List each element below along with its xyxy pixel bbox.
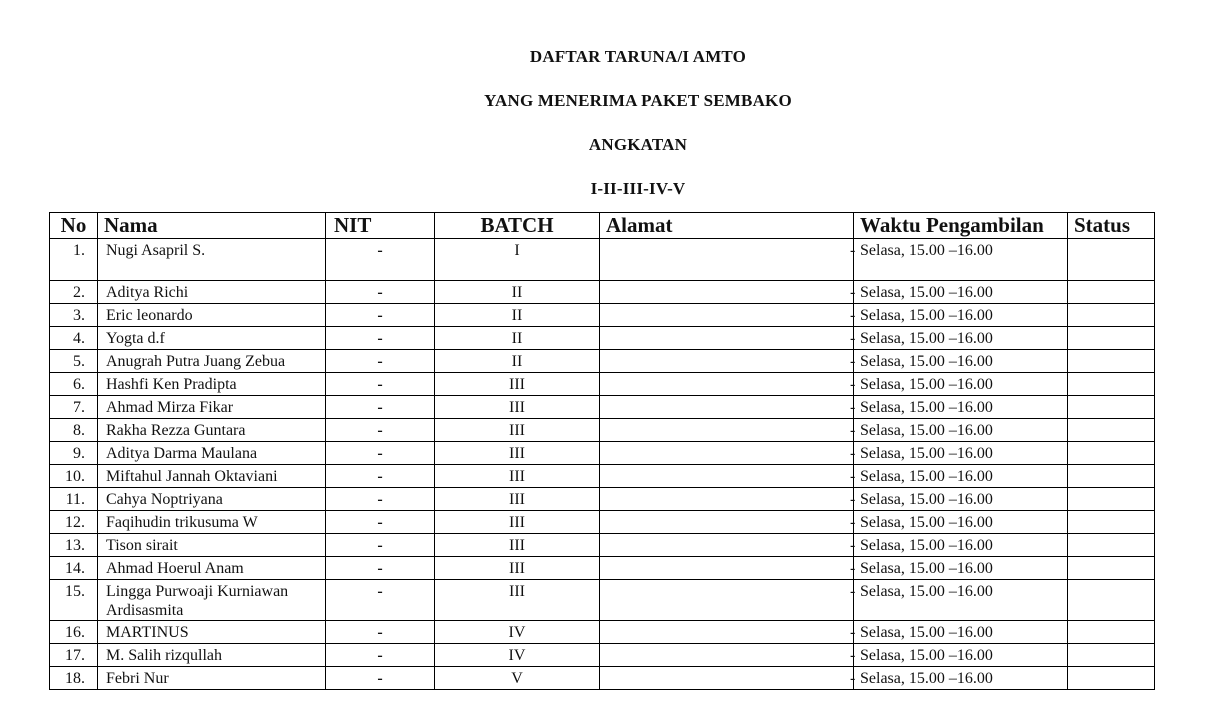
cell-alamat: - (600, 281, 854, 304)
cell-batch: IV (435, 644, 600, 667)
cell-no: 1. (50, 239, 98, 281)
column-header-waktu: Waktu Pengambilan (854, 213, 1068, 239)
cell-batch: III (435, 373, 600, 396)
table-body (50, 239, 1155, 690)
cell-no: 16. (50, 621, 98, 644)
cell-status (1068, 644, 1155, 667)
cell-no: 4. (50, 327, 98, 350)
table-row (50, 373, 1155, 396)
cell-waktu: Selasa, 15.00 –16.00 (854, 580, 1068, 621)
cell-batch: III (435, 419, 600, 442)
column-header-nama: Nama (98, 213, 326, 239)
cell-waktu: Selasa, 15.00 –16.00 (854, 239, 1068, 281)
table-row (50, 488, 1155, 511)
cell-nama: Yogta d.f (98, 327, 326, 350)
cell-no: 6. (50, 373, 98, 396)
cell-waktu: Selasa, 15.00 –16.00 (854, 465, 1068, 488)
table-row (50, 644, 1155, 667)
cell-alamat: - (600, 419, 854, 442)
cell-status (1068, 350, 1155, 373)
table-row (50, 281, 1155, 304)
cell-alamat: - (600, 644, 854, 667)
cell-no: 9. (50, 442, 98, 465)
cell-alamat: - (600, 396, 854, 419)
cell-waktu: Selasa, 15.00 –16.00 (854, 304, 1068, 327)
cell-batch: II (435, 304, 600, 327)
cell-nit: - (326, 557, 435, 580)
cell-nama: Hashfi Ken Pradipta (98, 373, 326, 396)
cell-waktu: Selasa, 15.00 –16.00 (854, 534, 1068, 557)
cell-alamat: - (600, 327, 854, 350)
cell-status (1068, 465, 1155, 488)
cell-batch: III (435, 580, 600, 621)
cell-status (1068, 281, 1155, 304)
cell-alamat: - (600, 442, 854, 465)
cell-nit: - (326, 373, 435, 396)
cell-no: 8. (50, 419, 98, 442)
cell-batch: II (435, 281, 600, 304)
cell-status (1068, 304, 1155, 327)
cell-waktu: Selasa, 15.00 –16.00 (854, 488, 1068, 511)
cell-nit: - (326, 419, 435, 442)
cell-waktu: Selasa, 15.00 –16.00 (854, 419, 1068, 442)
cell-waktu: Selasa, 15.00 –16.00 (854, 396, 1068, 419)
cell-no: 2. (50, 281, 98, 304)
cell-no: 18. (50, 667, 98, 690)
table-row (50, 557, 1155, 580)
cell-batch: III (435, 396, 600, 419)
cell-alamat: - (600, 488, 854, 511)
cell-waktu: Selasa, 15.00 –16.00 (854, 644, 1068, 667)
cell-alamat: - (600, 239, 854, 281)
cell-nit: - (326, 644, 435, 667)
cell-waktu: Selasa, 15.00 –16.00 (854, 327, 1068, 350)
cell-nit: - (326, 442, 435, 465)
cell-batch: III (435, 511, 600, 534)
cell-no: 13. (50, 534, 98, 557)
cell-status (1068, 373, 1155, 396)
cell-batch: III (435, 465, 600, 488)
cell-nit: - (326, 580, 435, 621)
cell-nit: - (326, 534, 435, 557)
cell-nama: Faqihudin trikusuma W (98, 511, 326, 534)
cell-waktu: Selasa, 15.00 –16.00 (854, 373, 1068, 396)
cell-nama: Febri Nur (98, 667, 326, 690)
table-row (50, 465, 1155, 488)
cell-batch: III (435, 442, 600, 465)
cell-nama: Miftahul Jannah Oktaviani (98, 465, 326, 488)
cell-batch: III (435, 557, 600, 580)
cell-nama: Eric leonardo (98, 304, 326, 327)
cell-alamat: - (600, 580, 854, 621)
cell-nama: Aditya Darma Maulana (98, 442, 326, 465)
column-header-no: No (50, 213, 98, 239)
cell-nama: Anugrah Putra Juang Zebua (98, 350, 326, 373)
cell-waktu: Selasa, 15.00 –16.00 (854, 667, 1068, 690)
table-row (50, 327, 1155, 350)
cell-nit: - (326, 304, 435, 327)
title-line-3: ANGKATAN (588, 135, 688, 154)
cell-no: 15. (50, 580, 98, 621)
column-header-nit: NIT (326, 213, 435, 239)
table-row (50, 667, 1155, 690)
cell-nit: - (326, 488, 435, 511)
cell-nit: - (326, 239, 435, 281)
cell-nit: - (326, 511, 435, 534)
cell-no: 14. (50, 557, 98, 580)
cell-status (1068, 488, 1155, 511)
cell-status (1068, 667, 1155, 690)
cell-alamat: - (600, 621, 854, 644)
cell-batch: I (435, 239, 600, 281)
cell-waktu: Selasa, 15.00 –16.00 (854, 511, 1068, 534)
table-row (50, 511, 1155, 534)
cell-no: 7. (50, 396, 98, 419)
cell-no: 3. (50, 304, 98, 327)
cell-alamat: - (600, 511, 854, 534)
cell-status (1068, 419, 1155, 442)
cell-nit: - (326, 667, 435, 690)
cell-alamat: - (600, 350, 854, 373)
cell-no: 5. (50, 350, 98, 373)
cell-nit: - (326, 281, 435, 304)
cell-nama: Nugi Asapril S. (98, 239, 326, 281)
cell-alamat: - (600, 557, 854, 580)
cell-batch: II (435, 327, 600, 350)
recipient-table (49, 212, 1155, 690)
cell-nit: - (326, 396, 435, 419)
cell-status (1068, 511, 1155, 534)
title-line-4: I-II-III-IV-V (590, 179, 686, 198)
table-row (50, 580, 1155, 621)
cell-no: 12. (50, 511, 98, 534)
table-row (50, 239, 1155, 281)
cell-waktu: Selasa, 15.00 –16.00 (854, 281, 1068, 304)
table-row (50, 534, 1155, 557)
column-header-alamat: Alamat (600, 213, 854, 239)
cell-alamat: - (600, 373, 854, 396)
table-row (50, 304, 1155, 327)
cell-status (1068, 621, 1155, 644)
title-line-2: YANG MENERIMA PAKET SEMBAKO (484, 91, 792, 110)
cell-waktu: Selasa, 15.00 –16.00 (854, 350, 1068, 373)
cell-status (1068, 534, 1155, 557)
table-row (50, 396, 1155, 419)
table-row (50, 419, 1155, 442)
cell-nit: - (326, 350, 435, 373)
cell-nama: Cahya Noptriyana (98, 488, 326, 511)
table-row (50, 350, 1155, 373)
cell-status (1068, 327, 1155, 350)
cell-status (1068, 557, 1155, 580)
cell-no: 11. (50, 488, 98, 511)
cell-batch: V (435, 667, 600, 690)
cell-batch: III (435, 534, 600, 557)
cell-nit: - (326, 465, 435, 488)
cell-alamat: - (600, 465, 854, 488)
cell-status (1068, 239, 1155, 281)
cell-alamat: - (600, 667, 854, 690)
table-row (50, 621, 1155, 644)
cell-nama: Rakha Rezza Guntara (98, 419, 326, 442)
cell-nama: Aditya Richi (98, 281, 326, 304)
cell-nama: M. Salih rizqullah (98, 644, 326, 667)
cell-batch: IV (435, 621, 600, 644)
cell-nit: - (326, 327, 435, 350)
cell-waktu: Selasa, 15.00 –16.00 (854, 621, 1068, 644)
cell-nama: Tison sirait (98, 534, 326, 557)
cell-nama: Ahmad Hoerul Anam (98, 557, 326, 580)
table-row (50, 442, 1155, 465)
cell-status (1068, 396, 1155, 419)
cell-status (1068, 442, 1155, 465)
cell-no: 10. (50, 465, 98, 488)
column-header-status: Status (1068, 213, 1155, 239)
cell-alamat: - (600, 534, 854, 557)
cell-nit: - (326, 621, 435, 644)
cell-batch: II (435, 350, 600, 373)
cell-nama: Lingga Purwoaji Kurniawan Ardisasmita (98, 580, 326, 621)
cell-waktu: Selasa, 15.00 –16.00 (854, 557, 1068, 580)
cell-nama: Ahmad Mirza Fikar (98, 396, 326, 419)
title-line-1: DAFTAR TARUNA/I AMTO (529, 47, 747, 66)
cell-no: 17. (50, 644, 98, 667)
cell-batch: III (435, 488, 600, 511)
cell-status (1068, 580, 1155, 621)
table-header-row (50, 213, 1155, 239)
cell-alamat: - (600, 304, 854, 327)
column-header-batch: BATCH (435, 213, 600, 239)
cell-nama: MARTINUS (98, 621, 326, 644)
cell-waktu: Selasa, 15.00 –16.00 (854, 442, 1068, 465)
